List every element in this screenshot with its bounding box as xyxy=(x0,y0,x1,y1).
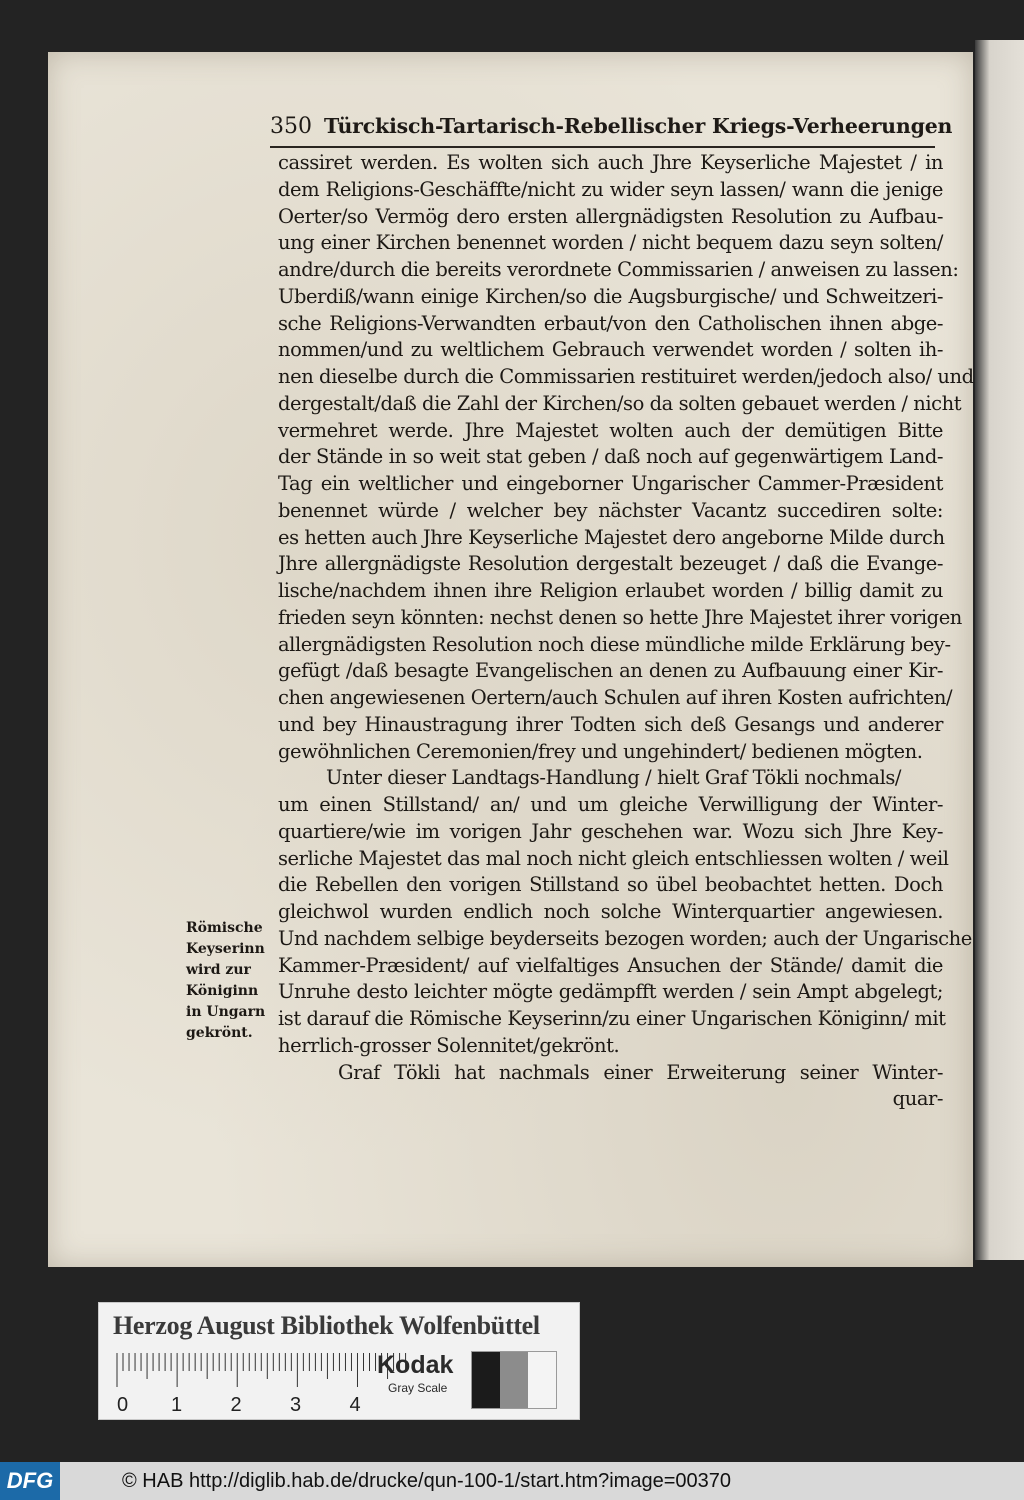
text-line: serliche Majestet das mal noch nicht gleich entschliessen wolten / weil xyxy=(278,846,949,870)
text-line: Jhre allergnädigste Resolution dergestalt bezeuget / daß die Evange- xyxy=(278,552,943,576)
ruler-label: 1 xyxy=(170,1394,183,1413)
text-line: nommen/und zu weltlichem Gebrauch verwendet worden / solten ih- xyxy=(278,338,943,362)
kodak-brand: Kodak xyxy=(377,1351,454,1379)
text-line: vermehret werde. Jhre Majestet wolten auch der demütigen Bitte xyxy=(278,418,943,442)
ruler-label: 0 xyxy=(117,1394,129,1413)
gray-patch xyxy=(472,1352,500,1408)
marginal-line: in Ungarn xyxy=(186,1004,266,1020)
marginal-line: gekrönt. xyxy=(186,1025,253,1041)
text-line: gewöhnlichen Ceremonien/frey und ungehindert/ bedienen mögten. xyxy=(278,739,923,763)
text-line: es hetten auch Jhre Keyserliche Majestet dero angeborne Milde durch xyxy=(278,525,945,549)
body-text xyxy=(278,150,974,1113)
ruler-label: 2 xyxy=(230,1394,242,1413)
next-page-edge xyxy=(975,40,1024,1260)
text-line: lische/nachdem ihnen ihre Religion erlaubet worden / billig damit zu xyxy=(278,579,943,602)
text-line: gefügt /daß besagte Evangelischen an denen zu Aufbauung einer Kir- xyxy=(278,659,943,683)
text-line: ist darauf die Römische Keyserinn/zu einer Ungarischen Königinn/ mit xyxy=(278,1007,946,1030)
text-line: um einen Stillstand/ an/ und um gleiche Verwilligung der Winter- xyxy=(278,793,943,816)
text-line: dergestalt/daß die Zahl der Kirchen/so da solten gebauet werden / nicht xyxy=(278,391,962,415)
page-number: 350 xyxy=(270,114,312,139)
text-line: Unter dieser Landtags-Handlung / hielt Graf Tökli nochmals/ xyxy=(326,766,902,790)
text-line: quar- xyxy=(892,1087,943,1111)
marginal-line: wird zur xyxy=(186,962,251,978)
page-header xyxy=(270,112,953,148)
gray-scale-patches xyxy=(471,1351,557,1409)
text-line: Oerter/so Vermög dero ersten allergnädigsten Resolution zu Aufbau- xyxy=(278,204,943,228)
text-line: nen dieselbe durch die Commissarien restituiret werden/jedoch also/ und xyxy=(278,365,974,388)
text-line: frieden seyn könnten: nechst denen so hette Jhre Majestet ihrer vorigen xyxy=(278,605,962,629)
marginal-line: Königinn xyxy=(186,983,259,999)
text-line: Tag ein weltlicher und eingeborner Ungarischer Cammer-Præsident xyxy=(278,472,943,495)
text-line: dem Religions-Geschäffte/nicht zu wider seyn lassen/ wann die jenige xyxy=(278,177,943,201)
text-line: quartiere/wie im vorigen Jahr geschehen war. Wozu sich Jhre Key- xyxy=(278,819,943,843)
text-line: Graf Tökli hat nachmals einer Erweiterung seiner Winter- xyxy=(338,1060,943,1084)
text-line: die Rebellen den vorigen Stillstand so übel beobachtet hetten. Doch xyxy=(278,873,943,897)
text-line: allergnädigsten Resolution noch diese mündliche milde Erklärung bey- xyxy=(278,632,951,656)
text-line: sche Religions-Verwandten erbaut/von den Catholischen ihnen abge- xyxy=(278,311,943,335)
text-line: ung einer Kirchen benennet worden / nicht bequem dazu seyn solten/ xyxy=(278,231,943,255)
color-chart-card xyxy=(98,1302,580,1420)
marginal-note xyxy=(186,918,272,1044)
copyright-credit[interactable]: © HAB http://diglib.hab.de/drucke/qun-100-1/start.htm?image=00370 xyxy=(122,1470,731,1492)
gray-patch xyxy=(500,1352,528,1408)
library-name: Herzog August Bibliothek Wolfenbüttel xyxy=(113,1311,540,1340)
dfg-logo: DFG xyxy=(0,1462,60,1500)
text-line: Uberdiß/wann einige Kirchen/so die Augsburgische/ und Schweitzeri- xyxy=(278,284,943,308)
gray-patch xyxy=(528,1352,556,1408)
text-line: Kammer-Præsident/ auf vielfaltiges Ansuchen der Stände/ damit die xyxy=(278,953,943,977)
marginal-line: Römische xyxy=(186,920,263,936)
text-line: andre/durch die bereits verordnete Commissarien / anweisen zu lassen: xyxy=(278,258,959,281)
text-line: der Stände in so weit stat geben / daß noch auf gegenwärtigem Land- xyxy=(278,445,943,469)
text-line: Und nachdem selbige beyderseits bezogen worden; auch der Ungarische xyxy=(278,926,972,950)
marginal-line: Keyserinn xyxy=(186,941,265,957)
text-line: chen angewiesenen Oertern/auch Schulen auf ihren Kosten aufrichten/ xyxy=(278,686,953,709)
running-title: Türckisch-Tartarisch-Rebellischer Kriegs-Verheerungen xyxy=(324,114,953,138)
gray-scale-label: Gray Scale xyxy=(388,1381,448,1395)
text-line: gleichwol wurden endlich noch solche Winterquartier angewiesen. xyxy=(278,900,943,923)
text-line: und bey Hinaustragung ihrer Todten sich deß Gesangs und anderer xyxy=(278,712,943,736)
text-line: herrlich-grosser Solennitet/gekrönt. xyxy=(278,1033,620,1057)
ruler-label: 3 xyxy=(289,1394,302,1413)
ruler-label: 4 xyxy=(349,1394,361,1413)
text-line: Unruhe desto leichter mögte gedämpfft werden / sein Ampt abgelegt; xyxy=(278,980,943,1004)
text-line: benennet würde / welcher bey nächster Vacantz succediren solte: xyxy=(278,498,943,522)
text-line: cassiret werden. Es wolten sich auch Jhre Keyserliche Majestet / in xyxy=(278,151,943,174)
